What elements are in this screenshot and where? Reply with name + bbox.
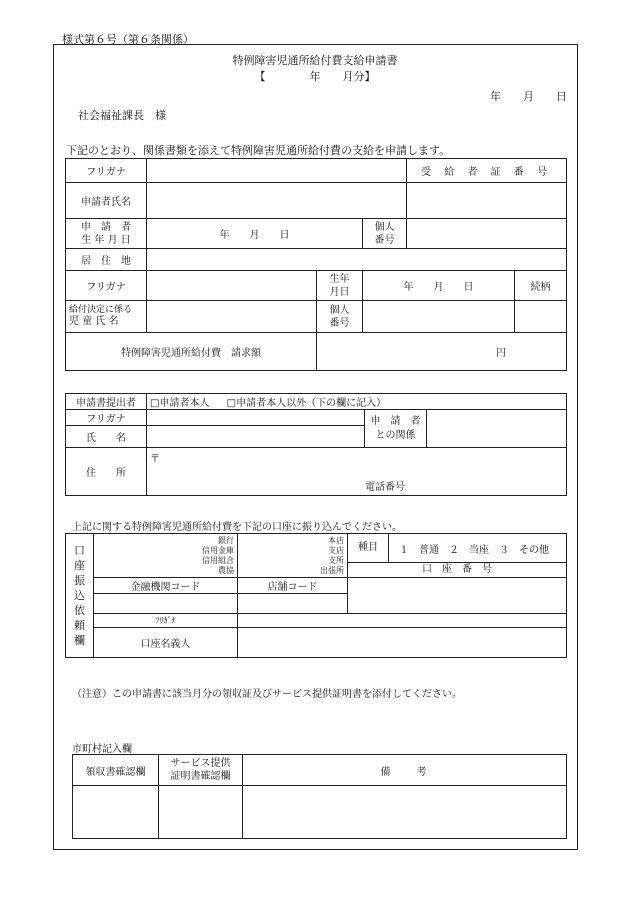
holder-furigana-input[interactable] xyxy=(238,614,567,628)
municipal-table xyxy=(72,754,567,839)
submitter-options xyxy=(147,394,567,410)
service-cert-label: サービス提供 証明書確認欄 xyxy=(159,755,243,786)
intro-text: 下記のとおり、関係書類を添えて特例障害児通所給付費の支給を申請します。 xyxy=(66,144,451,157)
submitter-address-input[interactable] xyxy=(147,448,567,496)
submitter-address-label: 住 所 xyxy=(66,448,147,496)
attachment-note: （注意）この申請書に該当月分の領収証及びサービス提供証明書を添付してください。 xyxy=(72,689,462,700)
remarks-label: 備 考 xyxy=(243,755,567,786)
relationship-label: 続柄 xyxy=(515,271,567,301)
applicant-table xyxy=(65,158,567,371)
remarks-input[interactable] xyxy=(243,786,567,839)
individual-number-input[interactable] xyxy=(407,219,567,249)
individual-number-label: 個人 番号 xyxy=(363,219,407,249)
submitter-furigana-input[interactable] xyxy=(147,410,365,426)
holder-label: 口座名義人 xyxy=(94,628,238,658)
holder-furigana-label: ﾌﾘｶﾞﾅ xyxy=(94,614,238,628)
child-individual-input[interactable] xyxy=(363,301,515,333)
cert-number-input[interactable] xyxy=(407,183,567,219)
branch-code-input[interactable] xyxy=(238,594,348,614)
furigana-input[interactable] xyxy=(147,159,407,183)
submitter-name-label: 氏 名 xyxy=(66,426,147,448)
addressee: 社会福祉課長 様 xyxy=(78,109,166,122)
service-cert-input[interactable] xyxy=(159,786,243,839)
bank-table xyxy=(65,533,567,658)
application-date[interactable]: 年 月 日 xyxy=(490,90,567,103)
applicant-dob-label: 申 請 者 生 年 月 日 xyxy=(66,219,147,249)
claim-amount-input[interactable] xyxy=(317,333,567,371)
submitter-label: 申請書提出者 xyxy=(66,394,147,410)
municipal-title: 市町村記入欄 xyxy=(72,744,132,755)
submitter-table xyxy=(65,393,567,496)
submitter-furigana-label: フリガナ xyxy=(66,410,147,426)
bank-side-label: 口 座 振 込 依 頼 欄 xyxy=(66,534,94,658)
child-name-label: 給付決定に係る 児 童 氏 名 xyxy=(66,301,147,333)
bank-intro: 上記に関する特例障害児通所給付費を下記の口座に振り込んでください。 xyxy=(72,522,402,533)
child-dob-label: 生年 月日 xyxy=(317,271,363,301)
child-individual-label: 個人 番号 xyxy=(317,301,363,333)
cert-number-label: 受 給 者 証 番 号 xyxy=(407,159,567,183)
option-self-checkbox[interactable]: □申請者本人 xyxy=(150,398,210,409)
child-name-input[interactable] xyxy=(147,301,317,333)
relation-input[interactable] xyxy=(427,410,567,448)
account-kind-cell xyxy=(348,534,567,578)
branch-code-label: 店舗コード xyxy=(238,578,348,594)
submitter-name-input[interactable] xyxy=(147,426,365,448)
account-number-label: 口 座 番 号 xyxy=(422,564,492,575)
furigana-label: フリガナ xyxy=(66,159,147,183)
institution-input[interactable]: 銀行 信用金庫 信用組合 農協 xyxy=(94,534,238,578)
applicant-dob-input[interactable]: 年 月 日 xyxy=(147,219,363,249)
yen-unit: 円 xyxy=(496,348,507,359)
applicant-name-label: 申請者氏名 xyxy=(66,183,147,219)
bank-code-label: 金融機関コード xyxy=(94,578,238,594)
period-field[interactable]: 【 年 月分】 xyxy=(254,70,376,83)
bank-code-input[interactable] xyxy=(94,594,238,614)
relationship-input[interactable] xyxy=(515,301,567,333)
child-furigana-label: フリガナ xyxy=(66,271,147,301)
claim-amount-label: 特例障害児通所給付費 請求額 xyxy=(66,333,317,371)
applicant-name-input[interactable] xyxy=(147,183,407,219)
relation-label: 申 請 者 との関係 xyxy=(365,410,427,448)
kind-label: 種目 xyxy=(348,534,389,562)
child-furigana-input[interactable] xyxy=(147,271,317,301)
account-number-input[interactable] xyxy=(348,578,567,614)
receipt-check-input[interactable] xyxy=(73,786,159,839)
child-dob-input[interactable]: 年 月 日 xyxy=(363,271,515,301)
phone-label: 電話番号 xyxy=(365,482,405,493)
address-label: 居 住 地 xyxy=(66,249,147,271)
form-number: 様式第６号（第６条関係） xyxy=(62,33,194,46)
form-title: 特例障害児通所給付費支給申請書 xyxy=(232,54,398,67)
option-other-checkbox[interactable]: □申請者本人以外（下の欄に記入） xyxy=(226,398,387,409)
kind-options[interactable]: １ 普通 ２ 当座 ３ その他 xyxy=(399,544,549,556)
postal-mark: 〒 xyxy=(150,454,160,465)
branch-input[interactable]: 本店 支店 支所 出張所 xyxy=(238,534,348,578)
address-input[interactable] xyxy=(147,249,567,271)
holder-input[interactable] xyxy=(238,628,567,658)
receipt-check-label: 領収書確認欄 xyxy=(73,755,159,786)
